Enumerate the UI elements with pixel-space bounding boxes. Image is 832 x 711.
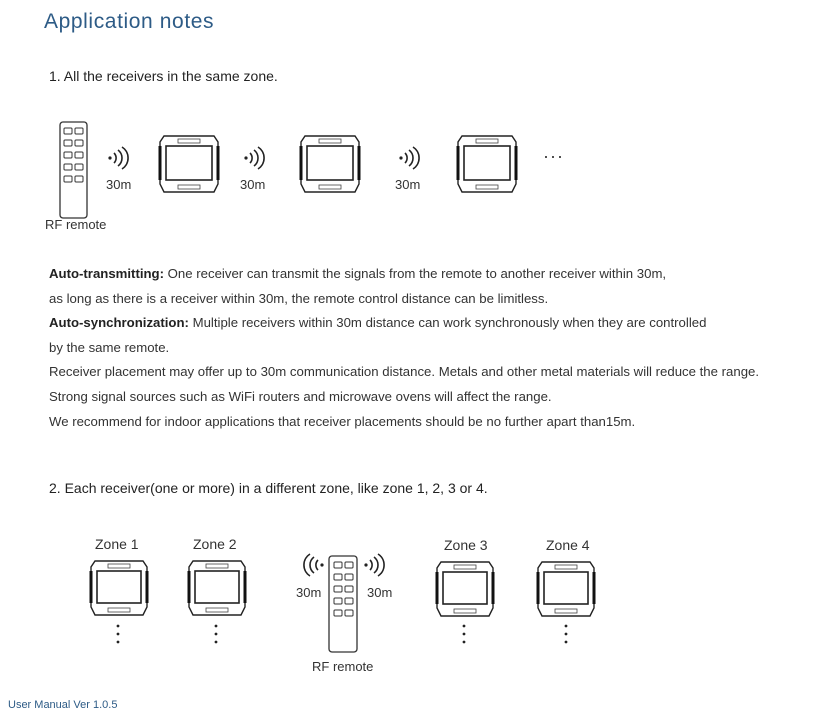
receiver-icon [301,136,359,192]
zone-label: Zone 3 [444,537,488,553]
distance-label: 30m [395,177,421,192]
note-line: We recommend for indoor applications that receiver placements should be no further apart than15m. [49,413,636,429]
signal-icon [108,147,128,169]
note-line: Strong signal sources such as WiFi routers and microwave ovens will affect the range. [49,388,552,404]
note-line: Auto-transmitting: One receiver can transmit the signals from the remote to another receiver within 30m, [49,266,667,281]
signal-icon [244,147,264,169]
note-term: Auto-transmitting: [49,266,165,281]
page-title: Application notes [44,10,215,33]
rf-remote-icon [60,122,87,218]
same-zone-diagram [0,110,832,220]
distance-label: 30m [106,177,132,192]
receiver-icon [160,136,218,192]
signal-icon [399,147,419,169]
section2-heading: 2. Each receiver(one or more) in a different zone, like zone 1, 2, 3 or 4. [49,480,488,496]
note-line: as long as there is a receiver within 30m, the remote control distance can be limitless. [49,290,549,306]
distance-label: 30m [240,177,266,192]
zone-label: Zone 1 [95,536,139,552]
receiver-icon [189,561,245,615]
distance-label: 30m [367,585,393,600]
footer-version: User Manual Ver 1.0.5 [8,699,118,711]
note-line: by the same remote. [49,339,170,355]
zone-label: Zone 2 [193,536,237,552]
signal-icon [364,554,384,576]
receiver-icon [437,562,493,616]
receiver-icon [91,561,147,615]
note-line: Receiver placement may offer up to 30m communication distance. Metals and other metal materials will reduce the range. [49,364,760,380]
notes-block [49,262,759,434]
vertical-ellipsis-icon [117,625,120,644]
zone-label: Zone 4 [546,537,590,553]
multi-zone-diagram [0,550,832,660]
note-line: Auto-synchronization: Multiple receivers within 30m distance can work synchronously when they are controlled [49,315,707,331]
rf-remote-label: RF remote [45,217,107,232]
vertical-ellipsis-icon [215,625,218,644]
more-receivers-ellipsis: ··· [543,146,564,166]
rf-remote-label: RF remote [312,659,374,674]
note-term: Auto-synchronization: [49,315,189,331]
section1-heading: 1. All the receivers in the same zone. [49,68,278,84]
vertical-ellipsis-icon [463,625,466,644]
distance-label: 30m [296,585,322,600]
vertical-ellipsis-icon [565,625,568,644]
signal-icon [304,554,324,576]
receiver-icon [458,136,516,192]
receiver-icon [538,562,594,616]
rf-remote-icon [329,556,357,652]
